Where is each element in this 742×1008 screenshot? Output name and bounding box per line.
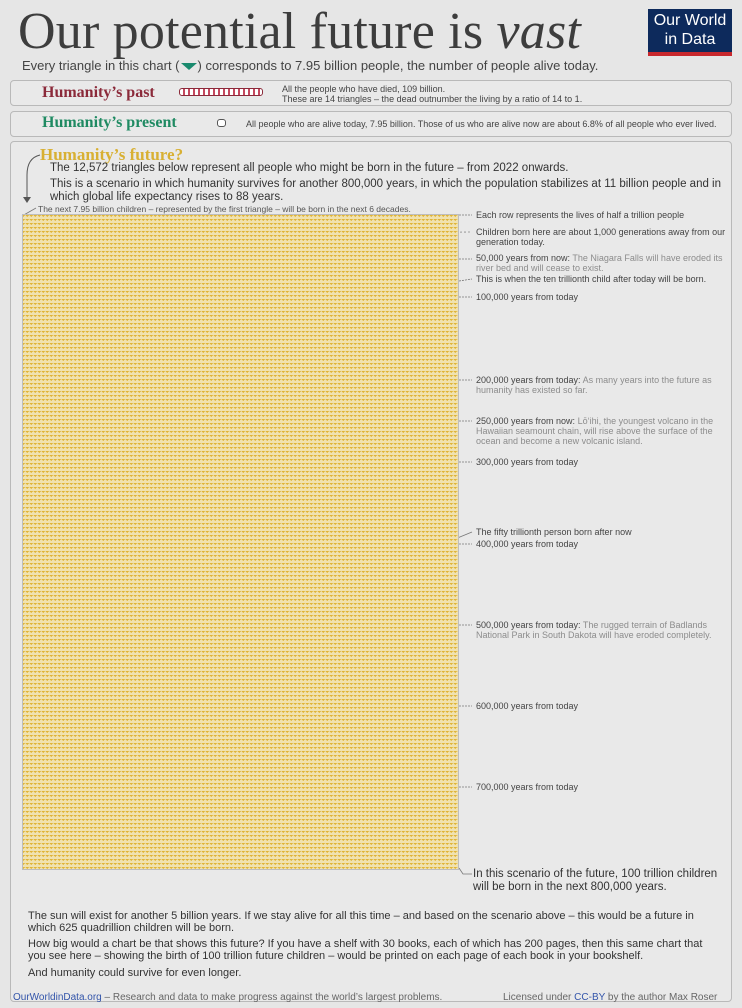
annotation-gen-1000: Children born here are about 1,000 generations away from our generation today. bbox=[476, 227, 726, 247]
past-line2: These are 14 triangles – the dead outnumber the living by a ratio of 14 to 1. bbox=[282, 94, 583, 104]
title-main: Our potential future is bbox=[18, 3, 484, 60]
annotation-400k: 400,000 years from today bbox=[476, 539, 579, 549]
annotation-fifty-trillion: The fifty trillionth person born after now bbox=[476, 527, 632, 537]
future-intro-2: This is a scenario in which humanity survives for another 800,000 years, in which the population stabilizes at 11 billion people and in which global life expectancy rises to 88 years. bbox=[50, 178, 722, 203]
footer-right bbox=[503, 992, 717, 1003]
annotation-ten-trillion: This is when the ten trillionth child after today will be born. bbox=[476, 274, 707, 284]
footer-left bbox=[13, 992, 442, 1003]
annotation-500k-note: The rugged terrain of Badlands National Park in South Dakota will have eroded completely. bbox=[476, 620, 712, 640]
annotation-200k-label: 200,000 years from today: bbox=[476, 375, 581, 385]
annotation-row: Each row represents the lives of half a trillion people bbox=[476, 210, 685, 220]
past-heading: Humanity’s past bbox=[42, 84, 155, 101]
ten-trillion-line bbox=[459, 279, 472, 281]
annotation-200k bbox=[476, 375, 726, 395]
subtitle-after: ) corresponds to 7.95 billion people, the number of people alive today. bbox=[197, 58, 599, 73]
logo-line2: in Data bbox=[664, 31, 716, 48]
footer-license-link[interactable]: CC-BY bbox=[574, 992, 606, 1003]
annotation-200k-note: As many years into the future as humanity has existed so far. bbox=[476, 375, 712, 395]
logo-line1: Our World bbox=[653, 12, 727, 29]
annotation-50k-note: The Niagara Falls will have eroded its river bed and will cease to exist. bbox=[476, 253, 723, 273]
future-triangle-grid bbox=[22, 214, 459, 870]
future-arrow-line bbox=[27, 155, 40, 200]
footer-license-post: by the author Max Roser bbox=[605, 992, 718, 1003]
first-triangle-note: The next 7.95 billion children – represented by the first triangle – will be born in the next 6 decades. bbox=[38, 204, 411, 214]
present-heading: Humanity’s present bbox=[42, 114, 177, 131]
bottom-paragraph-1: The sun will exist for another 5 billion years. If we stay alive for all this time – and based on the scenario above – this would be a future in which 625 quadrillion children will be born. bbox=[28, 910, 694, 934]
annotation-hundred-trillion: In this scenario of the future, 100 trillion children will be born in the next 800,000 years. bbox=[473, 868, 718, 893]
future-intro-1: The 12,572 triangles below represent all people who might be born in the future – from 2022 onwards. bbox=[50, 162, 569, 174]
subtitle-before: Every triangle in this chart ( bbox=[22, 58, 180, 73]
annotation-700k: 700,000 years from today bbox=[476, 782, 579, 792]
bottom-paragraph-2: How big would a chart be that shows this future? If you have a shelf with 30 books, each of which has 200 pages, then this same chart that you see here – showing the birth of 100 trillion future children – would be printed on each page of each book in your bookshelf. bbox=[28, 938, 703, 962]
future-arrowhead bbox=[23, 197, 31, 203]
annotation-300k: 300,000 years from today bbox=[476, 457, 579, 467]
present-description: All people who are alive today, 7.95 billion. Those of us who are alive now are about 6.8% of all people who ever lived. bbox=[246, 119, 717, 129]
annotation-50k bbox=[476, 253, 726, 273]
future-heading: Humanity’s future? bbox=[40, 145, 184, 164]
annotation-250k-label: 250,000 years from now: bbox=[476, 416, 576, 426]
annotation-100k: 100,000 years from today bbox=[476, 292, 579, 302]
bottom-paragraph-3: And humanity could survive for even longer. bbox=[28, 967, 242, 979]
annotation-500k bbox=[476, 620, 726, 640]
footer-site-link[interactable]: OurWorldinData.org bbox=[13, 992, 102, 1003]
past-line1: All the people who have died, 109 billion. bbox=[282, 84, 446, 94]
annotation-250k-note: Lōʻihi, the youngest volcano in the Hawaiian seamount chain, will rise above the surface of the ocean and become a new volcanic island. bbox=[476, 416, 714, 446]
footer-tagline: – Research and data to make progress against the world’s largest problems. bbox=[101, 992, 443, 1003]
hundred-trillion-line bbox=[459, 868, 472, 874]
annotation-50k-label: 50,000 years from now: bbox=[476, 253, 571, 263]
annotation-500k-label: 500,000 years from today: bbox=[476, 620, 581, 630]
annotation-250k bbox=[476, 416, 726, 446]
annotation-600k: 600,000 years from today bbox=[476, 701, 579, 711]
footer-license-pre: Licensed under bbox=[503, 992, 575, 1003]
title-emphasis: vast bbox=[496, 3, 582, 60]
